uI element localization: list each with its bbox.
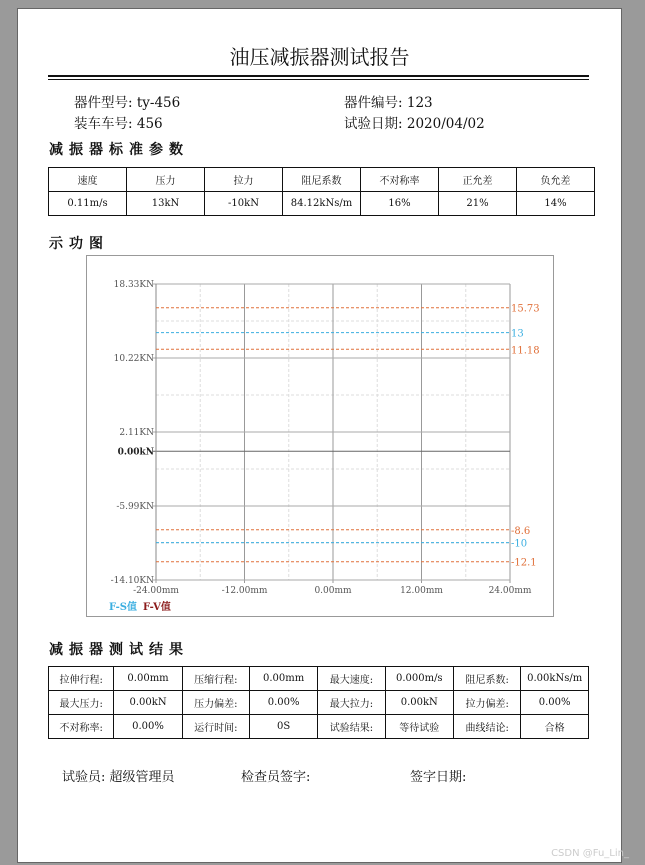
serial-info: 器件编号: 123 <box>344 95 433 111</box>
model-info: 器件型号: ty-456 <box>74 95 181 111</box>
result-value: 0.00kNs/m <box>521 667 589 691</box>
std-header-cell: 正允差 <box>439 168 517 192</box>
std-params-table <box>48 167 595 216</box>
legend-item: F-S值 <box>109 602 138 613</box>
x-tick-label: 0.00mm <box>314 586 352 596</box>
result-label: 压缩行程: <box>182 667 249 691</box>
reference-label: 15.73 <box>511 303 540 315</box>
y-tick-label: 0.00kN <box>117 447 154 458</box>
result-label: 不对称率: <box>49 715 114 739</box>
std-header-cell: 负允差 <box>517 168 595 192</box>
y-tick-label: 10.22KN <box>113 354 154 365</box>
std-value-cell: 14% <box>517 192 595 216</box>
result-value: 等待试验 <box>385 715 453 739</box>
std-value-cell: 84.12kNs/m <box>283 192 361 216</box>
report-title: 油压减振器测试报告 <box>229 45 410 69</box>
std-header-cell: 不对称率 <box>361 168 439 192</box>
std-value-cell: 13kN <box>127 192 205 216</box>
table-row <box>49 715 589 739</box>
legend-item: F-V值 <box>143 602 171 613</box>
result-label: 运行时间: <box>182 715 249 739</box>
std-value-cell: 21% <box>439 192 517 216</box>
x-tick-label: -12.00mm <box>221 586 268 596</box>
y-tick-label: -5.99KN <box>116 501 154 512</box>
result-value: 0.00kN <box>114 691 182 715</box>
result-label: 最大拉力: <box>318 691 385 715</box>
std-value-cell: 0.11m/s <box>49 192 127 216</box>
divider <box>48 79 589 80</box>
result-table <box>48 666 589 739</box>
result-label: 试验结果: <box>318 715 385 739</box>
x-tick-label: 24.00mm <box>488 586 532 596</box>
y-tick-label: -14.10KN <box>110 576 154 586</box>
result-label: 拉力偏差: <box>453 691 520 715</box>
result-value: 0.00% <box>250 691 318 715</box>
std-header-cell: 压力 <box>127 168 205 192</box>
inspector-signature: 检查员签字: <box>241 770 311 785</box>
reference-label: 11.18 <box>511 345 540 357</box>
reference-label: 13 <box>511 328 524 340</box>
x-tick-label: -24.00mm <box>133 586 179 596</box>
tester: 试验员: 超级管理员 <box>62 770 175 785</box>
result-label: 最大速度: <box>318 667 385 691</box>
reference-label: -10 <box>511 538 528 550</box>
result-value: 合格 <box>521 715 589 739</box>
report-page <box>17 8 622 863</box>
std-value-cell: -10kN <box>205 192 283 216</box>
result-label: 拉伸行程: <box>49 667 114 691</box>
table-row <box>49 691 589 715</box>
x-tick-label: 12.00mm <box>400 586 443 596</box>
result-value: 0.00kN <box>385 691 453 715</box>
reference-label: -8.6 <box>511 525 531 537</box>
std-header-cell: 速度 <box>49 168 127 192</box>
result-value: 0.00% <box>521 691 589 715</box>
result-value: 0S <box>250 715 318 739</box>
watermark: CSDN @Fu_Lin_ <box>551 848 629 859</box>
std-header-cell: 阻尼系数 <box>283 168 361 192</box>
result-value: 0.00mm <box>114 667 182 691</box>
std-value-cell: 16% <box>361 192 439 216</box>
result-label: 最大压力: <box>49 691 114 715</box>
result-value: 0.000m/s <box>385 667 453 691</box>
table-row <box>49 667 589 691</box>
std-section-title: 减振器标准参数 <box>49 142 189 158</box>
std-header-cell: 拉力 <box>205 168 283 192</box>
car-info: 装车车号: 456 <box>74 116 163 132</box>
result-value: 0.00mm <box>250 667 318 691</box>
result-label: 曲线结论: <box>453 715 520 739</box>
y-tick-label: 2.11KN <box>119 428 154 439</box>
result-label: 压力偏差: <box>182 691 249 715</box>
date-info: 试验日期: 2020/04/02 <box>344 116 485 132</box>
sign-date: 签字日期: <box>410 770 467 785</box>
chart-section-title: 示功图 <box>49 236 109 252</box>
chart-svg <box>87 256 553 616</box>
force-chart <box>86 255 554 617</box>
reference-label: -12.1 <box>511 557 537 569</box>
result-label: 阻尼系数: <box>453 667 520 691</box>
divider <box>48 75 589 77</box>
result-value: 0.00% <box>114 715 182 739</box>
y-tick-label: 18.33KN <box>113 280 154 290</box>
result-section-title: 减振器测试结果 <box>49 642 189 658</box>
